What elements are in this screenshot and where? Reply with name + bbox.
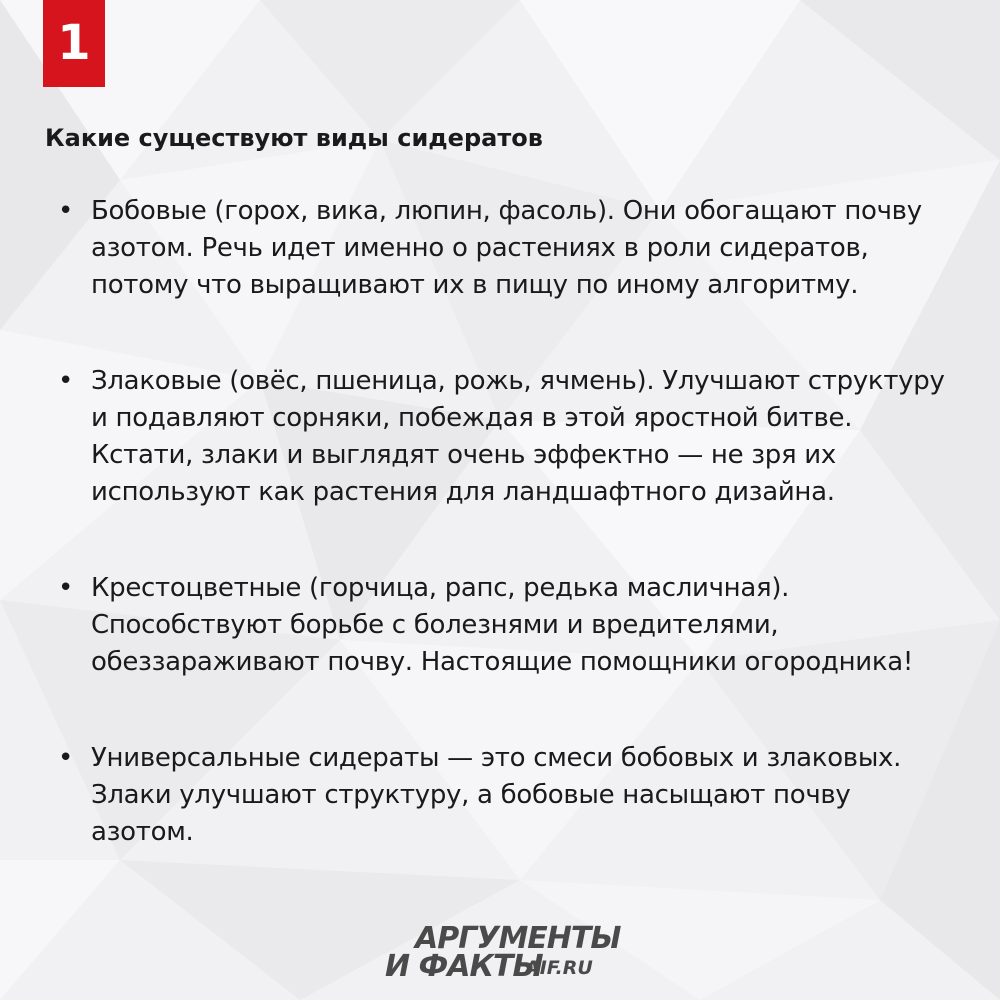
- bullet-icon: •: [58, 366, 74, 396]
- list-item-text: Универсальные сидераты — это смеси бобовых и злаковых. Злаки улучшают структуру, а бобовые насыщают почву азотом.: [91, 743, 902, 847]
- page-title: Какие существуют виды сидератов: [45, 124, 543, 152]
- bullet-icon: •: [58, 196, 74, 226]
- list-item-legumes: [58, 193, 948, 304]
- list-item-universal: [58, 740, 948, 851]
- list-item-crucifers: [58, 570, 948, 681]
- bullet-icon: •: [58, 573, 74, 603]
- logo-site: AIF.RU: [525, 957, 593, 979]
- logo-line-1: АРГУМЕНТЫ: [415, 921, 621, 956]
- green-manure-types-list: [58, 193, 948, 910]
- list-item-cereals: [58, 363, 948, 511]
- logo-line-2: И ФАКТЫ: [385, 949, 543, 984]
- list-item-text: Бобовые (горох, вика, люпин, фасоль). Они обогащают почву азотом. Речь идет именно о растениях в роли сидератов, потому что выращивают их в пищу по иному алгоритму.: [91, 196, 922, 300]
- list-item-text: Злаковые (овёс, пшеница, рожь, ячмень). Улучшают структуру и подавляют сорняки, побеждая в этой яростной битве. Кстати, злаки и выглядят очень эффектно — не зря их используют как растения для ландшафтного дизайна.: [91, 366, 945, 507]
- slide-number-badge: 1: [43, 0, 105, 87]
- aif-logo: [385, 921, 635, 984]
- list-item-text: Крестоцветные (горчица, рапс, редька масличная). Способствуют борьбе с болезнями и вредителями, обеззараживают почву. Настоящие помощники огородника!: [91, 573, 914, 677]
- bullet-icon: •: [58, 743, 74, 773]
